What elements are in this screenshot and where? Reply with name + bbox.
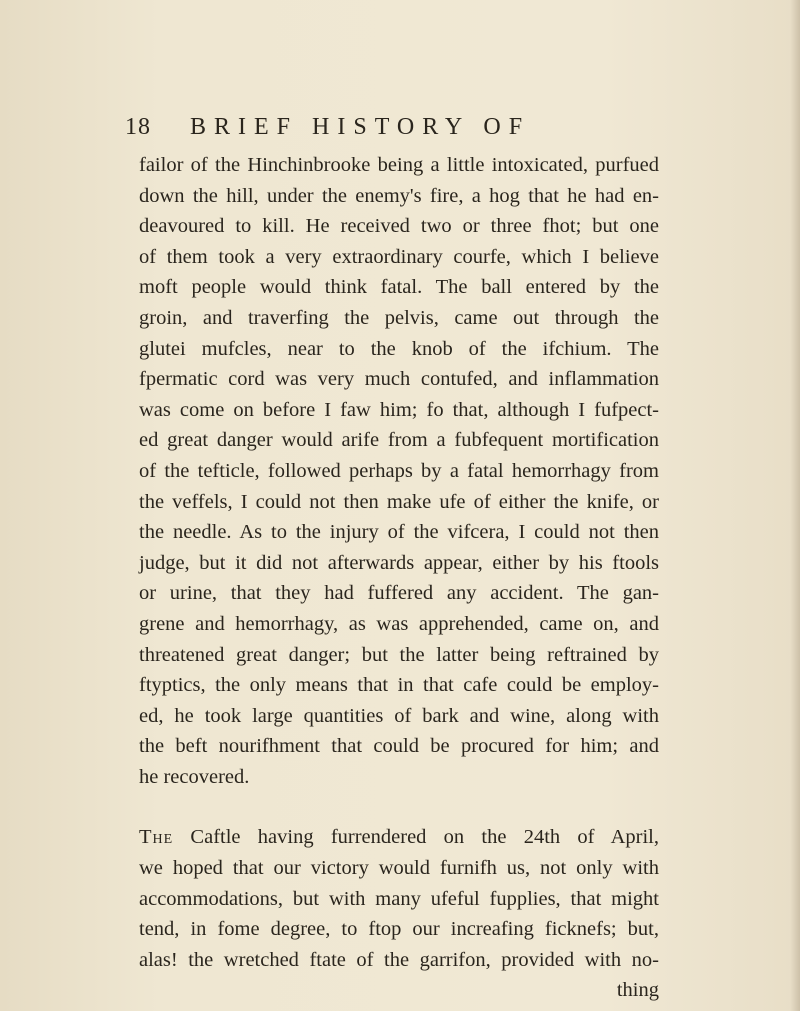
text-line: grene and hemorrhagy, as was apprehended, came on, and: [139, 612, 659, 635]
text-line: [139, 822, 659, 853]
page-number: 18: [125, 114, 151, 140]
text-line: the beft nourifhment that could be procured for him; and: [139, 735, 659, 758]
page-header: [125, 114, 685, 144]
text-line: we hoped that our victory would furnifh us, not only with: [139, 857, 659, 880]
text-line: of them took a very extraordinary courfe, which I believe: [139, 245, 659, 268]
text-line: moft people would think fatal. The ball entered by the: [139, 276, 659, 299]
text-line: groin, and traverfing the pelvis, came out through the: [139, 306, 659, 329]
text-line: judge, but it did not afterwards appear, either by his ftools: [139, 551, 659, 574]
text-line: fpermatic cord was very much contufed, and inflammation: [139, 368, 659, 391]
text-line: or urine, that they had fuffered any accident. The gan-: [139, 582, 659, 605]
text-line: threatened great danger; but the latter being reftrained by: [139, 643, 659, 666]
text-line: the veffels, I could not then make ufe of either the knife, or: [139, 490, 659, 513]
paragraph-1: [139, 150, 659, 792]
text-line: accommodations, but with many ufeful fupplies, that might: [139, 887, 659, 910]
text-line: down the hill, under the enemy's fire, a hog that he had en-: [139, 184, 659, 207]
text-line: failor of the Hinchinbrooke being a little intoxicated, purfued: [139, 154, 659, 176]
text-line: of the tefticle, followed perhaps by a fatal hemorrhagy from: [139, 459, 659, 482]
body-text: [139, 150, 659, 1006]
small-caps-lead: The: [139, 826, 174, 849]
text-line: thing: [616, 979, 659, 1002]
text-line: was come on before I faw him; fo that, although I fufpect-: [139, 398, 659, 421]
text-line: he recovered.: [139, 765, 250, 788]
paragraph-gap: [139, 792, 659, 822]
text-line: the needle. As to the injury of the vifcera, I could not then: [139, 521, 659, 544]
text-line: deavoured to kill. He received two or three fhot; but one: [139, 215, 659, 238]
text-line: glutei mufcles, near to the knob of the ifchium. The: [139, 337, 659, 360]
text-line: ed great danger would arife from a fubfequent mortification: [139, 429, 659, 452]
text-line: tend, in fome degree, to ftop our increafing ficknefs; but,: [139, 918, 659, 941]
running-head: BRIEF HISTORY OF: [190, 114, 531, 140]
page-edge-shadow: [790, 0, 800, 1011]
text-line: ed, he took large quantities of bark and wine, along with: [139, 704, 659, 727]
text-line-rest: Caftle having furrendered on the 24th of April,: [173, 826, 659, 849]
text-line: alas! the wretched ftate of the garrifon, provided with no-: [139, 948, 659, 971]
paragraph-2: [139, 822, 659, 1006]
text-line: ftyptics, the only means that in that cafe could be employ-: [139, 674, 659, 697]
